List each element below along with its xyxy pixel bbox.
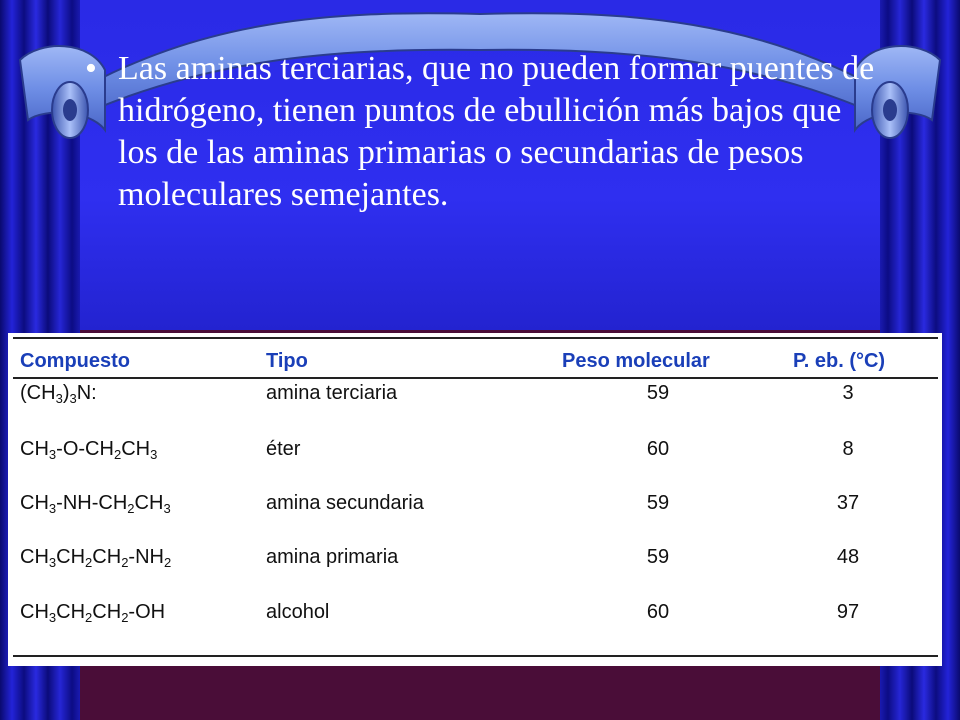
cell-peb: 97 (836, 601, 860, 623)
cell-peso: 60 (646, 601, 670, 623)
cell-tipo: éter (266, 438, 301, 460)
header-peso: Peso molecular (562, 350, 710, 372)
cell-compuesto: $CH_3CH_2CH_2-OH$ (20, 601, 166, 625)
bullet-text: Las aminas terciarias, que no pueden formar puentes de hidrógeno, tienen puntos de ebullición más bajos que los de las aminas primarias o secundarias de pesos moleculares semejantes. (118, 50, 875, 213)
cell-peb: 8 (842, 438, 854, 460)
cell-peso: 59 (646, 382, 670, 404)
boiling-point-table (8, 333, 942, 666)
cell-compuesto: $(CH_3)_3N$: (20, 382, 97, 406)
cell-tipo: alcohol (266, 601, 330, 623)
table-bottom-rule (13, 655, 938, 657)
cell-tipo: amina primaria (266, 546, 399, 568)
bullet-symbol: • (85, 50, 97, 87)
cell-peb: 3 (842, 382, 854, 404)
cell-tipo: amina terciaria (266, 382, 398, 404)
cell-peb: 48 (836, 546, 860, 568)
header-rule (13, 377, 938, 379)
table-top-rule (13, 337, 938, 339)
cell-peso: 59 (646, 492, 670, 514)
header-peb: P. eb. (°C) (793, 350, 886, 372)
header-compuesto: Compuesto (20, 350, 130, 372)
cell-compuesto: $CH_3-NH-CH_2CH_3$ (20, 492, 171, 516)
cell-peb: 37 (836, 492, 860, 514)
cell-peso: 59 (646, 546, 670, 568)
cell-compuesto: $CH_3CH_2CH_2-NH_2$ (20, 546, 172, 570)
cell-compuesto: $CH_3-O-CH_2CH_3$ (20, 438, 158, 462)
cell-peso: 60 (646, 438, 670, 460)
bullet-point (85, 48, 875, 216)
cell-tipo: amina secundaria (266, 492, 424, 514)
header-tipo: Tipo (266, 350, 308, 372)
